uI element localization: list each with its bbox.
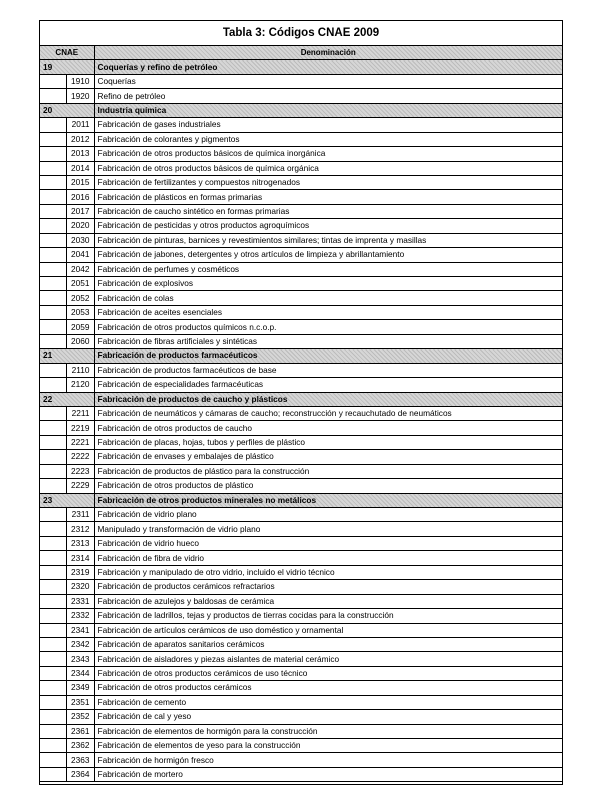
indent-cell — [40, 421, 66, 435]
table-row — [40, 89, 562, 103]
group-code: 20 — [40, 103, 94, 117]
item-name: Fabricación de productos de plástico para la construcción — [94, 464, 562, 478]
indent-cell — [40, 262, 66, 276]
item-code: 2312 — [66, 522, 94, 536]
indent-cell — [40, 479, 66, 493]
item-code: 2320 — [66, 580, 94, 594]
table-row — [40, 291, 562, 305]
table-row — [40, 710, 562, 724]
indent-cell — [40, 363, 66, 377]
table-row — [40, 565, 562, 579]
item-code: 2110 — [66, 363, 94, 377]
item-name: Fabricación de pesticidas y otros productos agroquímicos — [94, 219, 562, 233]
indent-cell — [40, 594, 66, 608]
item-name: Fabricación de fibra de vidrio — [94, 551, 562, 565]
table-row — [40, 334, 562, 348]
indent-cell — [40, 710, 66, 724]
indent-cell — [40, 248, 66, 262]
item-code: 2015 — [66, 175, 94, 189]
group-code: 22 — [40, 392, 94, 406]
indent-cell — [40, 89, 66, 103]
item-code: 2030 — [66, 233, 94, 247]
group-row — [40, 392, 562, 406]
item-name: Fabricación de jabones, detergentes y otros artículos de limpieza y abrillantamiento — [94, 248, 562, 262]
item-name: Fabricación de elementos de hormigón para la construcción — [94, 724, 562, 738]
item-name: Fabricación de gases industriales — [94, 118, 562, 132]
table-row — [40, 508, 562, 522]
item-name: Fabricación de vidrio plano — [94, 508, 562, 522]
table-row — [40, 175, 562, 189]
cnae-table-page — [39, 20, 563, 785]
item-name: Fabricación de plásticos en formas primarias — [94, 190, 562, 204]
item-code: 2120 — [66, 378, 94, 392]
indent-cell — [40, 609, 66, 623]
indent-cell — [40, 767, 66, 781]
item-code: 2053 — [66, 305, 94, 319]
table-row — [40, 666, 562, 680]
item-name: Refino de petróleo — [94, 89, 562, 103]
item-code: 2052 — [66, 291, 94, 305]
indent-cell — [40, 233, 66, 247]
indent-cell — [40, 724, 66, 738]
item-name: Fabricación de colas — [94, 291, 562, 305]
table-row — [40, 248, 562, 262]
table-row — [40, 320, 562, 334]
item-name: Fabricación y manipulado de otro vidrio, incluido el vidrio técnico — [94, 565, 562, 579]
item-code: 1910 — [66, 74, 94, 88]
item-name: Fabricación de azulejos y baldosas de cerámica — [94, 594, 562, 608]
item-name: Fabricación de otros productos cerámicos — [94, 681, 562, 695]
item-name: Fabricación de neumáticos y cámaras de caucho; reconstrucción y recauchutado de neumáticos — [94, 406, 562, 420]
item-name: Coquerías — [94, 74, 562, 88]
indent-cell — [40, 551, 66, 565]
table-row — [40, 204, 562, 218]
table-row — [40, 551, 562, 565]
indent-cell — [40, 334, 66, 348]
item-code: 2364 — [66, 767, 94, 781]
indent-cell — [40, 435, 66, 449]
item-code: 2361 — [66, 724, 94, 738]
indent-cell — [40, 522, 66, 536]
table-row — [40, 479, 562, 493]
item-code: 2319 — [66, 565, 94, 579]
item-name: Fabricación de aceites esenciales — [94, 305, 562, 319]
item-name: Fabricación de ladrillos, tejas y productos de tierras cocidas para la construcción — [94, 609, 562, 623]
indent-cell — [40, 666, 66, 680]
table-row — [40, 233, 562, 247]
indent-cell — [40, 132, 66, 146]
item-name: Fabricación de aisladores y piezas aislantes de material cerámico — [94, 652, 562, 666]
indent-cell — [40, 580, 66, 594]
indent-cell — [40, 291, 66, 305]
group-name: Fabricación de productos farmacéuticos — [94, 349, 562, 363]
item-name: Fabricación de otros productos básicos de química orgánica — [94, 161, 562, 175]
table-row — [40, 450, 562, 464]
indent-cell — [40, 695, 66, 709]
item-name: Fabricación de productos farmacéuticos de base — [94, 363, 562, 377]
group-row — [40, 60, 562, 74]
indent-cell — [40, 74, 66, 88]
item-code: 2211 — [66, 406, 94, 420]
table-row — [40, 147, 562, 161]
item-code: 2059 — [66, 320, 94, 334]
item-code: 2363 — [66, 753, 94, 767]
item-code: 2017 — [66, 204, 94, 218]
cnae-table — [40, 46, 562, 782]
group-row — [40, 349, 562, 363]
group-name: Coquerías y refino de petróleo — [94, 60, 562, 74]
table-row — [40, 435, 562, 449]
item-code: 1920 — [66, 89, 94, 103]
item-code: 2344 — [66, 666, 94, 680]
item-code: 2011 — [66, 118, 94, 132]
indent-cell — [40, 378, 66, 392]
table-row — [40, 580, 562, 594]
item-code: 2041 — [66, 248, 94, 262]
item-name: Fabricación de fibras artificiales y sintéticas — [94, 334, 562, 348]
item-name: Fabricación de otros productos básicos de química inorgánica — [94, 147, 562, 161]
table-row — [40, 753, 562, 767]
item-name: Fabricación de productos cerámicos refractarios — [94, 580, 562, 594]
item-code: 2343 — [66, 652, 94, 666]
item-code: 2341 — [66, 623, 94, 637]
table-row — [40, 522, 562, 536]
item-name: Fabricación de caucho sintético en formas primarias — [94, 204, 562, 218]
group-name: Fabricación de otros productos minerales no metálicos — [94, 493, 562, 507]
indent-cell — [40, 305, 66, 319]
group-row — [40, 493, 562, 507]
item-code: 2219 — [66, 421, 94, 435]
item-code: 2342 — [66, 637, 94, 651]
table-row — [40, 623, 562, 637]
group-name: Industria química — [94, 103, 562, 117]
indent-cell — [40, 565, 66, 579]
item-code: 2014 — [66, 161, 94, 175]
indent-cell — [40, 277, 66, 291]
item-code: 2020 — [66, 219, 94, 233]
item-code: 2060 — [66, 334, 94, 348]
table-row — [40, 695, 562, 709]
item-code: 2042 — [66, 262, 94, 276]
item-name: Fabricación de cal y yeso — [94, 710, 562, 724]
table-row — [40, 652, 562, 666]
table-row — [40, 74, 562, 88]
item-code: 2314 — [66, 551, 94, 565]
item-code: 2016 — [66, 190, 94, 204]
group-code: 19 — [40, 60, 94, 74]
indent-cell — [40, 147, 66, 161]
item-name: Fabricación de especialidades farmacéuticas — [94, 378, 562, 392]
item-name: Fabricación de pinturas, barnices y revestimientos similares; tintas de imprenta y masillas — [94, 233, 562, 247]
table-row — [40, 190, 562, 204]
table-body — [40, 60, 562, 782]
item-code: 2311 — [66, 508, 94, 522]
indent-cell — [40, 739, 66, 753]
indent-cell — [40, 753, 66, 767]
indent-cell — [40, 320, 66, 334]
indent-cell — [40, 623, 66, 637]
item-name: Fabricación de envases y embalajes de plástico — [94, 450, 562, 464]
item-name: Manipulado y transformación de vidrio plano — [94, 522, 562, 536]
item-code: 2313 — [66, 536, 94, 550]
group-row — [40, 103, 562, 117]
item-code: 2352 — [66, 710, 94, 724]
table-row — [40, 536, 562, 550]
item-name: Fabricación de explosivos — [94, 277, 562, 291]
item-name: Fabricación de perfumes y cosméticos — [94, 262, 562, 276]
indent-cell — [40, 464, 66, 478]
indent-cell — [40, 204, 66, 218]
item-code: 2223 — [66, 464, 94, 478]
group-code: 23 — [40, 493, 94, 507]
item-code: 2222 — [66, 450, 94, 464]
item-code: 2351 — [66, 695, 94, 709]
item-name: Fabricación de otros productos químicos n.c.o.p. — [94, 320, 562, 334]
table-row — [40, 378, 562, 392]
item-code: 2013 — [66, 147, 94, 161]
item-name: Fabricación de cemento — [94, 695, 562, 709]
table-row — [40, 363, 562, 377]
indent-cell — [40, 637, 66, 651]
item-name: Fabricación de vidrio hueco — [94, 536, 562, 550]
item-name: Fabricación de artículos cerámicos de uso doméstico y ornamental — [94, 623, 562, 637]
table-row — [40, 118, 562, 132]
indent-cell — [40, 161, 66, 175]
item-code: 2229 — [66, 479, 94, 493]
group-code: 21 — [40, 349, 94, 363]
indent-cell — [40, 118, 66, 132]
indent-cell — [40, 190, 66, 204]
indent-cell — [40, 175, 66, 189]
item-name: Fabricación de mortero — [94, 767, 562, 781]
table-row — [40, 594, 562, 608]
item-name: Fabricación de otros productos de caucho — [94, 421, 562, 435]
item-name: Fabricación de otros productos de plástico — [94, 479, 562, 493]
table-row — [40, 739, 562, 753]
table-row — [40, 637, 562, 651]
indent-cell — [40, 406, 66, 420]
item-code: 2221 — [66, 435, 94, 449]
indent-cell — [40, 536, 66, 550]
table-row — [40, 219, 562, 233]
item-code: 2349 — [66, 681, 94, 695]
item-name: Fabricación de colorantes y pigmentos — [94, 132, 562, 146]
item-name: Fabricación de elementos de yeso para la construcción — [94, 739, 562, 753]
table-row — [40, 724, 562, 738]
indent-cell — [40, 219, 66, 233]
table-row — [40, 305, 562, 319]
table-row — [40, 161, 562, 175]
header-cnae: CNAE — [40, 46, 94, 60]
item-name: Fabricación de fertilizantes y compuestos nitrogenados — [94, 175, 562, 189]
table-row — [40, 421, 562, 435]
indent-cell — [40, 450, 66, 464]
table-row — [40, 767, 562, 781]
item-name: Fabricación de placas, hojas, tubos y perfiles de plástico — [94, 435, 562, 449]
table-title: Tabla 3: Códigos CNAE 2009 — [40, 21, 562, 46]
indent-cell — [40, 508, 66, 522]
indent-cell — [40, 681, 66, 695]
table-row — [40, 681, 562, 695]
table-row — [40, 406, 562, 420]
table-row — [40, 262, 562, 276]
table-row — [40, 464, 562, 478]
item-code: 2331 — [66, 594, 94, 608]
table-row — [40, 132, 562, 146]
item-name: Fabricación de hormigón fresco — [94, 753, 562, 767]
item-name: Fabricación de otros productos cerámicos de uso técnico — [94, 666, 562, 680]
item-name: Fabricación de aparatos sanitarios cerámicos — [94, 637, 562, 651]
table-row — [40, 609, 562, 623]
header-denominacion: Denominación — [94, 46, 562, 60]
item-code: 2332 — [66, 609, 94, 623]
table-row — [40, 277, 562, 291]
item-code: 2012 — [66, 132, 94, 146]
indent-cell — [40, 652, 66, 666]
item-code: 2362 — [66, 739, 94, 753]
group-name: Fabricación de productos de caucho y plásticos — [94, 392, 562, 406]
item-code: 2051 — [66, 277, 94, 291]
